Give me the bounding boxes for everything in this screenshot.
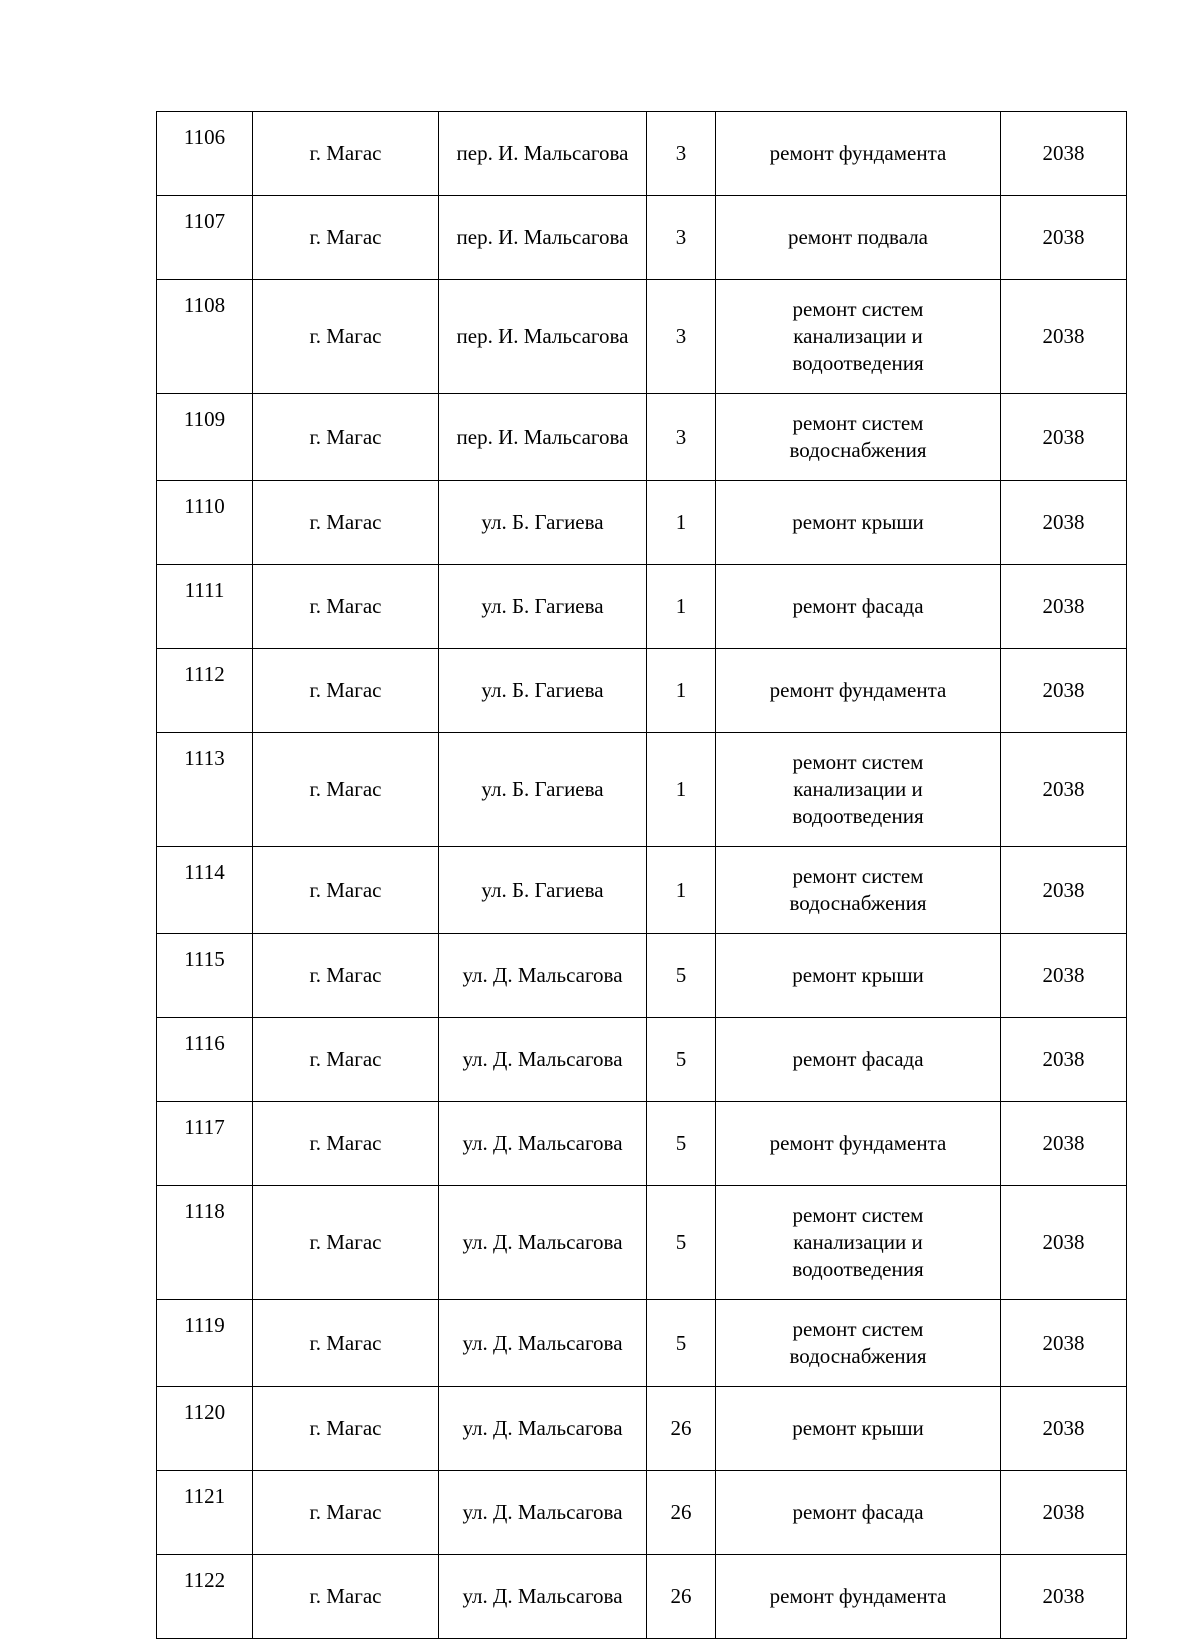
street-cell: пер. И. Мальсагова	[439, 280, 647, 394]
city-cell: г. Магас	[253, 1555, 439, 1639]
work-type-line: канализации и	[793, 324, 923, 348]
row-number-cell: 1115	[157, 934, 253, 1018]
table-row	[157, 649, 1127, 733]
table-row	[157, 565, 1127, 649]
row-number-cell: 1117	[157, 1102, 253, 1186]
row-number-cell: 1113	[157, 733, 253, 847]
work-type-line: ремонт фундамента	[769, 1131, 947, 1155]
table-row	[157, 1186, 1127, 1300]
house-number-cell: 3	[647, 280, 716, 394]
house-number-cell: 3	[647, 394, 716, 481]
city-cell: г. Магас	[253, 649, 439, 733]
house-number-cell: 1	[647, 847, 716, 934]
table-row	[157, 196, 1127, 280]
table-row	[157, 1471, 1127, 1555]
year-cell: 2038	[1001, 565, 1127, 649]
year-cell: 2038	[1001, 1555, 1127, 1639]
year-cell: 2038	[1001, 733, 1127, 847]
street-cell: ул. Д. Мальсагова	[439, 1471, 647, 1555]
city-cell: г. Магас	[253, 1300, 439, 1387]
house-number-cell: 26	[647, 1471, 716, 1555]
row-number-cell: 1116	[157, 1018, 253, 1102]
table-row	[157, 112, 1127, 196]
work-type-cell	[716, 1186, 1001, 1300]
city-cell: г. Магас	[253, 280, 439, 394]
city-cell: г. Магас	[253, 1387, 439, 1471]
work-type-cell	[716, 1102, 1001, 1186]
work-type-cell	[716, 847, 1001, 934]
city-cell: г. Магас	[253, 1471, 439, 1555]
year-cell: 2038	[1001, 394, 1127, 481]
street-cell: пер. И. Мальсагова	[439, 394, 647, 481]
work-type-cell	[716, 1555, 1001, 1639]
city-cell: г. Магас	[253, 394, 439, 481]
house-number-cell: 5	[647, 1018, 716, 1102]
work-type-line: водоснабжения	[789, 1344, 927, 1368]
row-number-cell: 1121	[157, 1471, 253, 1555]
street-cell: ул. Д. Мальсагова	[439, 1018, 647, 1102]
house-number-cell: 1	[647, 649, 716, 733]
row-number-cell: 1107	[157, 196, 253, 280]
table-row	[157, 934, 1127, 1018]
house-number-cell: 1	[647, 481, 716, 565]
city-cell: г. Магас	[253, 733, 439, 847]
work-type-cell	[716, 196, 1001, 280]
year-cell: 2038	[1001, 649, 1127, 733]
work-type-cell	[716, 1018, 1001, 1102]
work-type-line: ремонт фасада	[792, 594, 924, 618]
work-type-line: водоснабжения	[789, 438, 927, 462]
year-cell: 2038	[1001, 1102, 1127, 1186]
table-row	[157, 733, 1127, 847]
work-type-line: водоотведения	[792, 351, 924, 375]
house-number-cell: 3	[647, 196, 716, 280]
work-type-line: ремонт крыши	[792, 510, 924, 534]
city-cell: г. Магас	[253, 1186, 439, 1300]
work-type-cell	[716, 733, 1001, 847]
work-type-line: канализации и	[793, 777, 923, 801]
work-type-line: ремонт систем	[792, 1317, 924, 1341]
table-row	[157, 481, 1127, 565]
house-number-cell: 5	[647, 934, 716, 1018]
work-type-cell	[716, 1300, 1001, 1387]
row-number-cell: 1118	[157, 1186, 253, 1300]
work-type-cell	[716, 934, 1001, 1018]
row-number-cell: 1110	[157, 481, 253, 565]
street-cell: ул. Б. Гагиева	[439, 733, 647, 847]
house-number-cell: 3	[647, 112, 716, 196]
work-type-line: ремонт фасада	[792, 1047, 924, 1071]
work-type-line: ремонт систем	[792, 1203, 924, 1227]
work-type-line: водоснабжения	[789, 891, 927, 915]
street-cell: ул. Б. Гагиева	[439, 649, 647, 733]
work-type-cell	[716, 280, 1001, 394]
repair-schedule-table	[156, 111, 1127, 1639]
work-type-line: ремонт подвала	[787, 225, 929, 249]
house-number-cell: 5	[647, 1102, 716, 1186]
table-row	[157, 1102, 1127, 1186]
row-number-cell: 1112	[157, 649, 253, 733]
year-cell: 2038	[1001, 1300, 1127, 1387]
city-cell: г. Магас	[253, 565, 439, 649]
house-number-cell: 1	[647, 565, 716, 649]
work-type-cell	[716, 565, 1001, 649]
row-number-cell: 1106	[157, 112, 253, 196]
year-cell: 2038	[1001, 280, 1127, 394]
street-cell: ул. Б. Гагиева	[439, 847, 647, 934]
year-cell: 2038	[1001, 934, 1127, 1018]
city-cell: г. Магас	[253, 112, 439, 196]
table-row	[157, 1018, 1127, 1102]
street-cell: ул. Б. Гагиева	[439, 565, 647, 649]
work-type-line: ремонт фундамента	[769, 141, 947, 165]
street-cell: ул. Б. Гагиева	[439, 481, 647, 565]
work-type-cell	[716, 394, 1001, 481]
year-cell: 2038	[1001, 1471, 1127, 1555]
year-cell: 2038	[1001, 196, 1127, 280]
work-type-line: ремонт фасада	[792, 1500, 924, 1524]
year-cell: 2038	[1001, 1387, 1127, 1471]
row-number-cell: 1122	[157, 1555, 253, 1639]
street-cell: пер. И. Мальсагова	[439, 112, 647, 196]
house-number-cell: 26	[647, 1555, 716, 1639]
city-cell: г. Магас	[253, 934, 439, 1018]
work-type-cell	[716, 112, 1001, 196]
table-row	[157, 847, 1127, 934]
work-type-line: ремонт систем	[792, 411, 924, 435]
row-number-cell: 1109	[157, 394, 253, 481]
table-row	[157, 394, 1127, 481]
year-cell: 2038	[1001, 1186, 1127, 1300]
street-cell: ул. Д. Мальсагова	[439, 934, 647, 1018]
work-type-line: ремонт крыши	[792, 963, 924, 987]
work-type-cell	[716, 649, 1001, 733]
table-row	[157, 1387, 1127, 1471]
house-number-cell: 1	[647, 733, 716, 847]
row-number-cell: 1114	[157, 847, 253, 934]
work-type-line: водоотведения	[792, 804, 924, 828]
row-number-cell: 1111	[157, 565, 253, 649]
work-type-line: ремонт фундамента	[769, 678, 947, 702]
table-row	[157, 280, 1127, 394]
year-cell: 2038	[1001, 1018, 1127, 1102]
house-number-cell: 5	[647, 1186, 716, 1300]
city-cell: г. Магас	[253, 1102, 439, 1186]
work-type-cell	[716, 1387, 1001, 1471]
table-body	[157, 112, 1127, 1639]
city-cell: г. Магас	[253, 847, 439, 934]
year-cell: 2038	[1001, 112, 1127, 196]
year-cell: 2038	[1001, 847, 1127, 934]
house-number-cell: 26	[647, 1387, 716, 1471]
city-cell: г. Магас	[253, 1018, 439, 1102]
table-row	[157, 1300, 1127, 1387]
work-type-line: канализации и	[793, 1230, 923, 1254]
year-cell: 2038	[1001, 481, 1127, 565]
work-type-line: ремонт крыши	[792, 1416, 924, 1440]
row-number-cell: 1120	[157, 1387, 253, 1471]
street-cell: ул. Д. Мальсагова	[439, 1186, 647, 1300]
work-type-line: водоотведения	[792, 1257, 924, 1281]
work-type-cell	[716, 1471, 1001, 1555]
city-cell: г. Магас	[253, 481, 439, 565]
work-type-line: ремонт фундамента	[769, 1584, 947, 1608]
house-number-cell: 5	[647, 1300, 716, 1387]
work-type-cell	[716, 481, 1001, 565]
work-type-line: ремонт систем	[792, 750, 924, 774]
row-number-cell: 1108	[157, 280, 253, 394]
work-type-line: ремонт систем	[792, 864, 924, 888]
street-cell: ул. Д. Мальсагова	[439, 1300, 647, 1387]
city-cell: г. Магас	[253, 196, 439, 280]
street-cell: ул. Д. Мальсагова	[439, 1387, 647, 1471]
street-cell: пер. И. Мальсагова	[439, 196, 647, 280]
street-cell: ул. Д. Мальсагова	[439, 1102, 647, 1186]
table-row	[157, 1555, 1127, 1639]
work-type-line: ремонт систем	[792, 297, 924, 321]
street-cell: ул. Д. Мальсагова	[439, 1555, 647, 1639]
row-number-cell: 1119	[157, 1300, 253, 1387]
